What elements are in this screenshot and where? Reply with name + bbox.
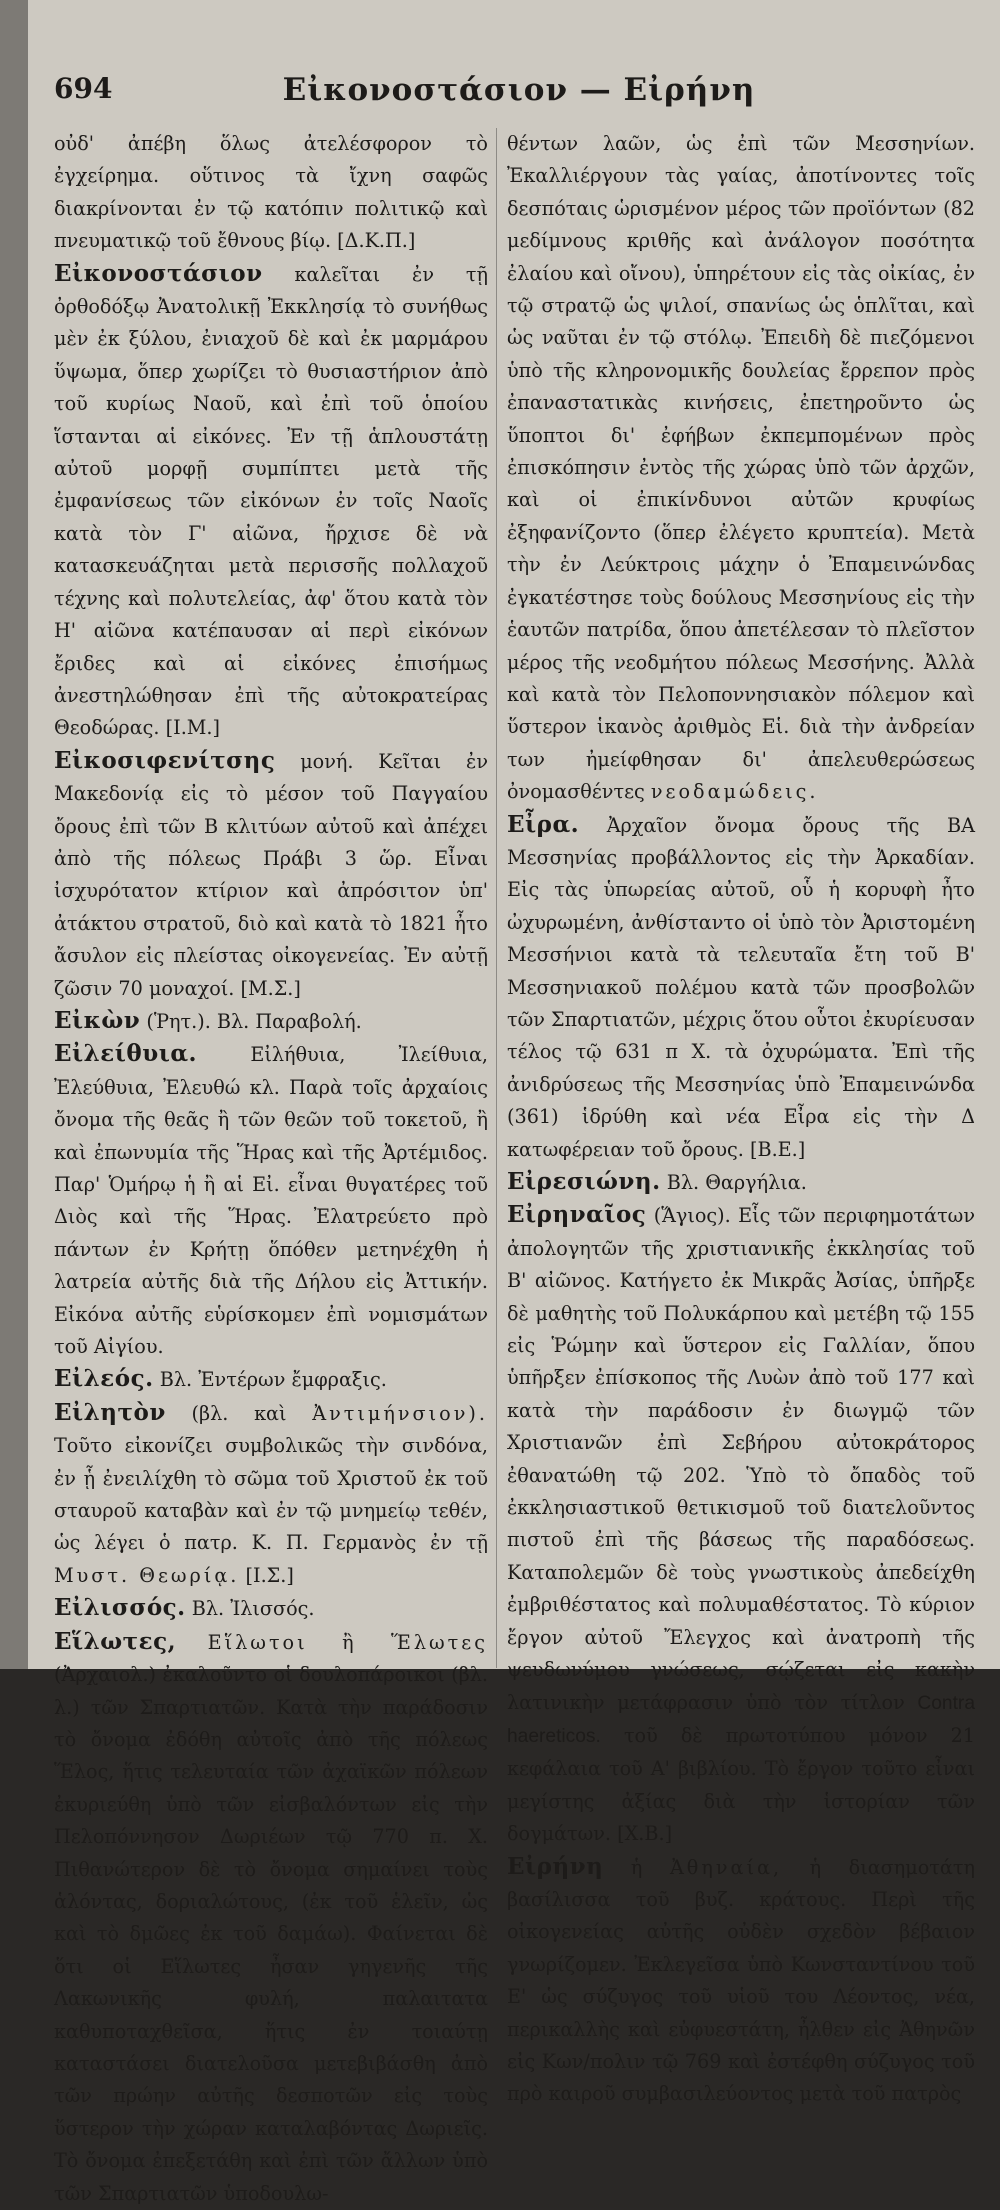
entry-text: Ἀρχαῖον ὄνομα ὄρους τῆς ΒΑ Μεσσηνίας προβάλλοντος εἰς τὴν Ἀρκαδίαν. Εἰς τὰς ὑπωρείας αὐτοῦ, οὗ ἡ κορυφὴ ἦτο ὠχυρωμένη, ἀνθίσταντο οἱ ὑπὸ τὸν Ἀριστομένη Μεσσήνιοι κατὰ τὰ τελευταῖα ἔτη τοῦ Β' Μεσσηνιακοῦ πολέμου κατὰ τῶν προσβολῶν τῶν Σπαρτιατῶν, μέχρις ὅτου οὗτοι ἐκυρίευσαν τέλος τῷ 631 π Χ. τὰ ὀχυρώματα. Ἐπὶ τῆς ἀνιδρύσεως τῆς Μεσσηνίας ὑπὸ Ἐπαμεινώνδα (361) ἱδρύθη καὶ νέα Εἶρα εἰς τὴν Δ κατωφέρειαν τοῦ ὄρους. [507, 813, 975, 1161]
entry-text: καλεῖται ἐν τῇ ὀρθοδόξῳ Ἀνατολικῇ Ἐκκλησίᾳ τὸ συνήθως μὲν ἐκ ξύλου, ἐνιαχοῦ δὲ καὶ ἐκ μαρμάρου ὕψωμα, ὅπερ χωρίζει τὸ θυσιαστήριον ἀπὸ τοῦ κυρίως Ναοῦ, καὶ ἐπὶ τοῦ ὁποίου ἵστανται αἱ εἰκόνες. Ἐν τῇ ἁπλουστάτῃ αὐτοῦ μορφῇ συμπίπτει μετὰ τῆς ἐμφανίσεως τῶν εἰκόνων ἐν τοῖς Ναοῖς κατὰ τὸν Γ' αἰῶνα, ἤρχισε δὲ νὰ κατασκευάζηται μετὰ περισσῆς πολλαχοῦ τέχνης καὶ πολυτελείας, ἀφ' ὅτου κατὰ τὸν Η' αἰῶνα κατέπαυσαν αἱ περὶ εἰκόνων ἔριδες καὶ αἱ εἰκόνες ἐπισήμως ἀνεστηλώθησαν ἐπὶ τῆς αὐτοκρατείρας Θεοδώρας. [54, 262, 488, 740]
page-number: 694 [54, 72, 113, 105]
epithet: Ἀθηναία, [669, 1855, 783, 1879]
entry-headword: Εἰκονοστάσιον [54, 259, 263, 287]
entry-text: (Ῥητ.). Βλ. Παραβολή. [146, 1009, 362, 1033]
entry-eira [507, 809, 975, 1166]
alternate-forms: Εἵλωτοι ἢ Ἕλωτες [207, 1630, 488, 1654]
entry-text: ἡ [630, 1855, 643, 1879]
entry-eikon [54, 1005, 488, 1038]
entry-eirene [507, 1851, 975, 2111]
entry-eileos [54, 1363, 488, 1396]
cross-reference: Ἀντιμήνσιον). [312, 1401, 488, 1425]
continued-text: θέντων λαῶν, ὡς ἐπὶ τῶν Μεσσηνίων. Ἐκαλλιέργουν τὰς γαίας, ἀποτίνοντες τοῖς δεσπόταις ὡρισμένον μέρος τῶν προϊόντων (82 μεδίμνους κριθῆς καὶ ἀνάλογον ποσότητα ἐλαίου καὶ οἴνου), ὑπηρέτουν εἰς τὰς οἰκίας, ἐν τῷ στρατῷ ὡς ψιλοί, σπανίως ὡς ὁπλῖται, καὶ ὡς ναῦται ἐν τῷ στόλῳ. Ἐπειδὴ δὲ πιεζόμενοι ὑπὸ τῆς κληρονομικῆς δουλείας ἔρρεπον πρὸς ἐπαναστατικὰς κινήσεις, ἐπετηροῦντο ὡς ὕποπτοι δι' ἐφήβων ἐκπεμπομένων πρὸς ἐπισκόπησιν ἐντὸς τῆς χώρας ὑπὸ τῶν ἀρχῶν, καὶ οἱ ἐπικίνδυνοι αὐτῶν κρυφίως ἐξηφανίζοντο (ὅπερ ἐλέγετο κρυπτεία). Μετὰ τὴν ἐν Λεύκτροις μάχην ὁ Ἐπαμεινώνδας ἐγκατέστησε τοὺς δούλους Μεσσηνίους εἰς τὴν ἑαυτῶν πατρίδα, ὅπου ἀπετέλεσαν τὸ πλεῖστον μέρος τῆς νεοδμήτου πόλεως Μεσσήνης. Ἀλλὰ καὶ κατὰ τὸν Πελοποννησιακὸν πόλεμον καὶ ὕστερον ἱκανὸς ἀριθμὸς Εἱ. διὰ τὴν ἀνδρείαν των ἠμείφθησαν δι' ἀπελευθερώσεως ὀνομασθέντες νεοδαμώδεις. [507, 132, 975, 804]
entry-text: Τοῦτο εἰκονίζει συμβολικῶς τὴν σινδόνα, ἐν ᾗ ἐνειλίχθη τὸ σῶμα τοῦ Χριστοῦ ἐκ τοῦ σταυροῦ καταβὰν καὶ ἐν τῷ μνημείῳ τεθέν, ὡς λέγει ὁ πατρ. Κ. Π. Γερμανὸς ἐν τῇ [54, 1434, 488, 1555]
entry-headword: Εἰλείθυια. [54, 1040, 198, 1068]
author-signature: [Β.Ε.] [749, 1137, 806, 1161]
entry-text: μονή. Κεῖται ἐν Μακεδονίᾳ εἰς τὸ μέσον τοῦ Παγγαίου ὄρους ἐπὶ τῶν Β κλιτύων αὐτοῦ καὶ ἀπέχει ἀπὸ τῆς πόλεως Πράβι 3 ὥρ. Εἶναι ἰσχυρότατον κτίριον καὶ ἀπρόσιτον ὑπ' ἀτάκτου στρατοῦ, διὸ καὶ κατὰ τὸ 1821 ἦτο ἄσυλον εἰς πλείστας οἰκογενείας. Ἐν αὐτῇ ζῶσιν 70 μοναχοί. [54, 749, 488, 1000]
entry-text: (βλ. καὶ [191, 1401, 287, 1425]
entry-eiresione [507, 1166, 975, 1199]
running-title: Εἰκονοστάσιον — Εἰρήνη [282, 72, 756, 108]
entry-headword: Εἰλητὸν [54, 1398, 166, 1426]
entry-eileithyia [54, 1038, 488, 1363]
left-column [54, 128, 488, 2205]
entry-eikosifenitsis [54, 745, 488, 1005]
entry-headword: Εἰρήνη [507, 1852, 604, 1880]
entry-text: Εἰλήθυια, Ἰλείθυια, Ἐλεύθυια, Ἐλευθώ κλ. Παρὰ τοῖς ἀρχαίοις ὄνομα τῆς θεᾶς ἢ τῶν θεῶν τοῦ τοκετοῦ, ἢ καὶ ἐπωνυμία τῆς Ἥρας καὶ τῆς Ἀρτέμιδος. Παρ' Ὁμήρῳ ἡ ἢ αἱ Εἰ. εἶναι θυγατέρες τοῦ Διὸς καὶ τῆς Ἥρας. Ἐλατρεύετο πρὸ πάντων ἐν Κρήτῃ ὅπόθεν μετηνέχθη ἡ λατρεία αὐτῆς διὰ τῆς Δήλου εἰς Ἀττικήν. Εἰκόνα αὐτῆς εὑρίσκομεν ἐπὶ νομισμάτων τοῦ Αἰγίου. [54, 1043, 488, 1359]
entry-eikonostasion [54, 258, 488, 745]
term: νεοδαμώδεις. [650, 780, 819, 804]
entry-text: τοῦ δὲ πρωτοτύπου μόνον 21 κεφάλαια τοῦ Α' βιβλίου. Τὸ ἔργον τοῦτο εἶναι μεγίστης ἀξίας διὰ τὴν ἱστορίαν τῶν δογμάτων. [507, 1723, 976, 1846]
entry-eilissos [54, 1592, 488, 1625]
author-signature: [Χ.Β.] [617, 1822, 673, 1846]
entry-eiliton [54, 1397, 488, 1592]
entry-eilotes [54, 1626, 488, 2210]
entry-headword: Εἰκοσιφενίτσης [54, 746, 276, 774]
entry-text: (Ἅγιος). Εἷς τῶν περιφημοτάτων ἀπολογητῶν τῆς χριστιανικῆς ἐκκλησίας τοῦ Β' αἰῶνος. Κατήγετο ἐκ Μικρᾶς Ἀσίας, ὑπῆρξε δὲ μαθητὴς τοῦ Πολυκάρπου καὶ μετέβη τῷ 155 εἰς Ῥώμην καὶ ὕστερον εἰς Γαλλίαν, ὅπου ὑπῆρξεν ἐπίσκοπος τῆς Λυὼν ἀπὸ τοῦ 177 καὶ κατὰ τὴν παράδοσιν ἐν διωγμῷ τῶν Χριστιανῶν ἐπὶ Σεβήρου αὐτοκράτορος ἐθανατώθη τῷ 202. Ὑπὸ τὸ ὄπαδὸς τοῦ ἐκκλησιαστικοῦ θετικισμοῦ τοῦ διατελοῦντος πιστοῦ ἐπὶ τῆς βάσεως τῆς παραδόσεως. Καταπολεμῶν δὲ τοὺς γνωστικοὺς ἀπεδείχθη ἐμβριθέστατος καὶ πολυμαθέστατος. Τὸ κύριον ἔργον αὐτοῦ Ἔλεγχος καὶ ἀνατροπὴ τῆς ψευδωνύμου γνώσεως, σῴζεται εἰς κακὴν λατινικὴν μετάφρασιν ὑπὸ τὸν τίτλον [507, 1204, 975, 1714]
cross-reference: Μυστ. Θεωρίᾳ. [54, 1563, 240, 1587]
author-signature: [Ι.Σ.] [245, 1563, 294, 1587]
entry-text: Βλ. Ἐντέρων ἔμφραξις. [159, 1368, 387, 1392]
entry-headword: Εἰλεός. [54, 1365, 154, 1393]
latin-title: Contra haereticos. [507, 1692, 975, 1747]
entry-text: (Ἀρχαιολ.) ἐκαλοῦντο οἱ δουλοπάροικοι (βλ. λ.) τῶν Σπαρτιατῶν. Κατὰ τὴν παράδοσιν τὸ ὄνομα ἐδόθη αὐτοῖς ἀπὸ τῆς πόλεως Ἕλος, ἥτις τελευταία τῶν ἀχαϊκῶν πόλεων ἐκυριεύθη ὑπὸ τῶν εἰσβαλόντων εἰς τὴν Πελοπόννησον Δωριέων τῷ 770 π. Χ. Πιθανώτερον δὲ τὸ ὄνομα σημαίνει τοὺς ἁλόντας, δοριαλώτους, (ἐκ τοῦ ἑλεῖν, ὡς καὶ τὸ δμῶες ἐκ τοῦ δαμάω). Φαίνεται δὲ ὅτι οἱ Εἵλωτες ἦσαν γηγενῆς τῆς Λακωνικῆς φυλή, παλαιτατα καθυποταχθεῖσα, ἥτις ἐν τοιαύτῃ καταστάσει διατελοῦσα μετεβιβάσθη ἀπὸ τῶν πρώην αὐτῆς δεσποτῶν εἰς τοὺς ὕστερον τὴν χώραν καταλαβόντας Δωριεῖς. Τὸ ὄνομα ἐπεξετάθη καὶ ἐπὶ τῶν ἄλλων ὑπὸ τῶν Σπαρτιατῶν ὑποδουλω- [54, 1663, 488, 2205]
entry-text: ἡ διασημοτάτη βασίλισσα τοῦ βυζ. κράτους. Περὶ τῆς οἰκογενείας αὐτῆς οὐδὲν σχεδὸν βέβαιον γνωρίζομεν. Ἐκλεγεῖσα ὑπὸ Κωνσταντίνου τοῦ Ε' ὡς σύζυγος τοῦ υἱοῦ του Λέοντος, νέα, περικαλλὴς καὶ εὐφυεστάτη, ἦλθεν εἰς Ἀθηνῶν εἰς Κων/πολιν τῷ 769 καὶ ἐστέφθη σύζυγος τοῦ πρὸ καιροῦ συμβασιλεύοντος μετὰ τοῦ πατρὸς [507, 1855, 975, 2106]
entry-headword: Εἵλωτες, [54, 1627, 177, 1655]
entry-headword: Εἰκὼν [54, 1006, 141, 1034]
right-column [507, 128, 976, 2106]
entry-eirenaios [507, 1199, 975, 1850]
entry-headword: Εἰρηναῖος [507, 1201, 647, 1229]
author-signature: [Μ.Σ.] [240, 976, 301, 1000]
entry-headword: Εἶρα. [507, 810, 580, 838]
entry-text: Βλ. Ἰλισσός. [191, 1597, 315, 1621]
entry-headword: Εἰρεσιώνη. [507, 1168, 661, 1195]
author-signature: [Ι.Μ.] [165, 716, 221, 740]
continued-text: οὐδ' ἀπέβη ὅλως ἀτελέσφορον τὸ ἐγχείρημα. οὕτινος τὰ ἴχνη σαφῶς διακρίνονται ἐν τῷ κατόπιν πολιτικῷ καὶ πνευματικῷ τοῦ ἔθνους βίῳ. [Δ.Κ.Π.] [54, 132, 488, 253]
column-divider [496, 128, 497, 1668]
page-header [44, 72, 994, 112]
entry-text: Βλ. Θαργήλια. [666, 1171, 807, 1194]
entry-headword: Εἰλισσός. [54, 1594, 186, 1622]
